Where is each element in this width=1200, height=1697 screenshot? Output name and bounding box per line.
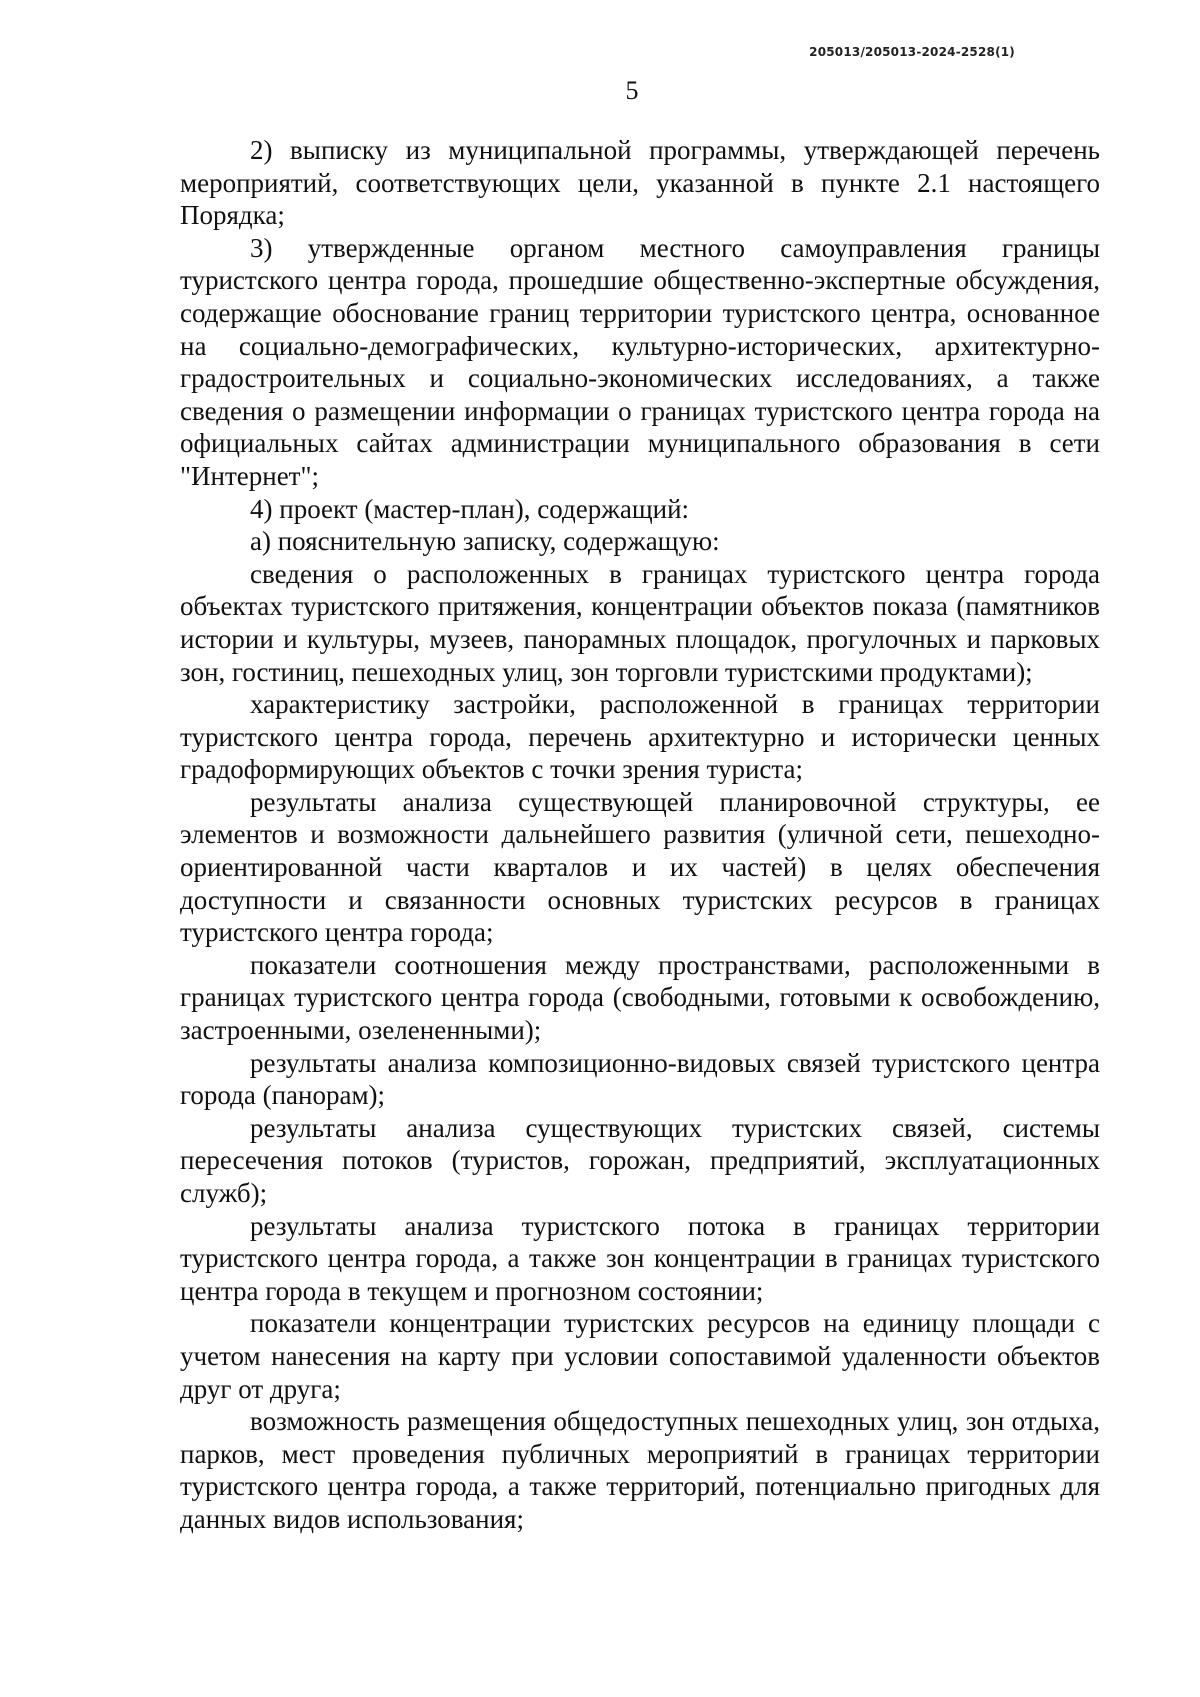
paragraph-tourist-links: результаты анализа существующих туристских связей, системы пересечения потоков (туристов, горожан, предприятий, эксплуатационных служб); [180, 1112, 1100, 1208]
paragraph-space-ratio: показатели соотношения между пространствами, расположенными в границах туристского центра города (свободными, готовыми к освобождению, застроенными, озелененными); [180, 949, 1100, 1046]
paragraph-tourist-flow: результаты анализа туристского потока в границах территории туристского центра города, а также зон концентрации в границах туристского центра города в текущем и прогнозном состоянии; [180, 1210, 1100, 1306]
document-body [180, 134, 1100, 1536]
paragraph-subitem-a: а) пояснительную записку, содержащую: [250, 526, 720, 557]
paragraph-building-characteristics: характеристику застройки, расположенной в границах территории туристского центра города, перечень архитектурно и исторически ценных градоформирующих объектов с точки зрения туриста; [180, 689, 1100, 785]
paragraph-pedestrian-streets: возможность размещения общедоступных пешеходных улиц, зон отдыха, парков, мест проведения публичных мероприятий в границах территории туристского центра города, а также территорий, потенциально пригодных для данных видов использования; [180, 1406, 1100, 1534]
paragraph-tourist-objects: сведения о расположенных в границах туристского центра города объектах туристского притяжения, концентрации объектов показа (памятников истории и культуры, музеев, панорамных площадок, прогулочных и парковых зон, гостиниц, пешеходных улиц, зон торговли туристскими продуктами); [180, 558, 1100, 687]
paragraph-item-2: 2) выписку из муниципальной программы, утверждающей перечень мероприятий, соответствующих цели, указанной в пункте 2.1 настоящего Порядка; [180, 135, 1100, 231]
paragraph-planning-structure: результаты анализа существующей планировочной структуры, ее элементов и возможности дальнейшего развития (уличной сети, пешеходно-ориентированной части кварталов и их частей) в целях обеспечения доступности и связанности основных туристских ресурсов в границах туристского центра города; [180, 786, 1100, 948]
paragraph-resource-concentration: показатели концентрации туристских ресурсов на единицу площади с учетом нанесения на карту при условии сопоставимой удаленности объектов друг от друга; [180, 1308, 1100, 1404]
page-number: 5 [625, 76, 639, 105]
document-id: 205013/205013-2024-2528(1) [809, 45, 1015, 59]
paragraph-view-links: результаты анализа композиционно-видовых связей туристского центра города (панорам); [180, 1047, 1100, 1111]
paragraph-item-3: 3) утвержденные органом местного самоуправления границы туристского центра города, прошедшие общественно-экспертные обсуждения, содержащие обоснование границ территории туристского центра, основанное на социально-демографических, культурно-исторических, архитектурно-градостроительных и социально-экономических исследованиях, а также сведения о размещении информации о границах туристского центра города на официальных сайтах администрации муниципального образования в сети "Интернет"; [180, 232, 1100, 491]
paragraph-item-4: 4) проект (мастер-план), содержащий: [250, 493, 690, 524]
